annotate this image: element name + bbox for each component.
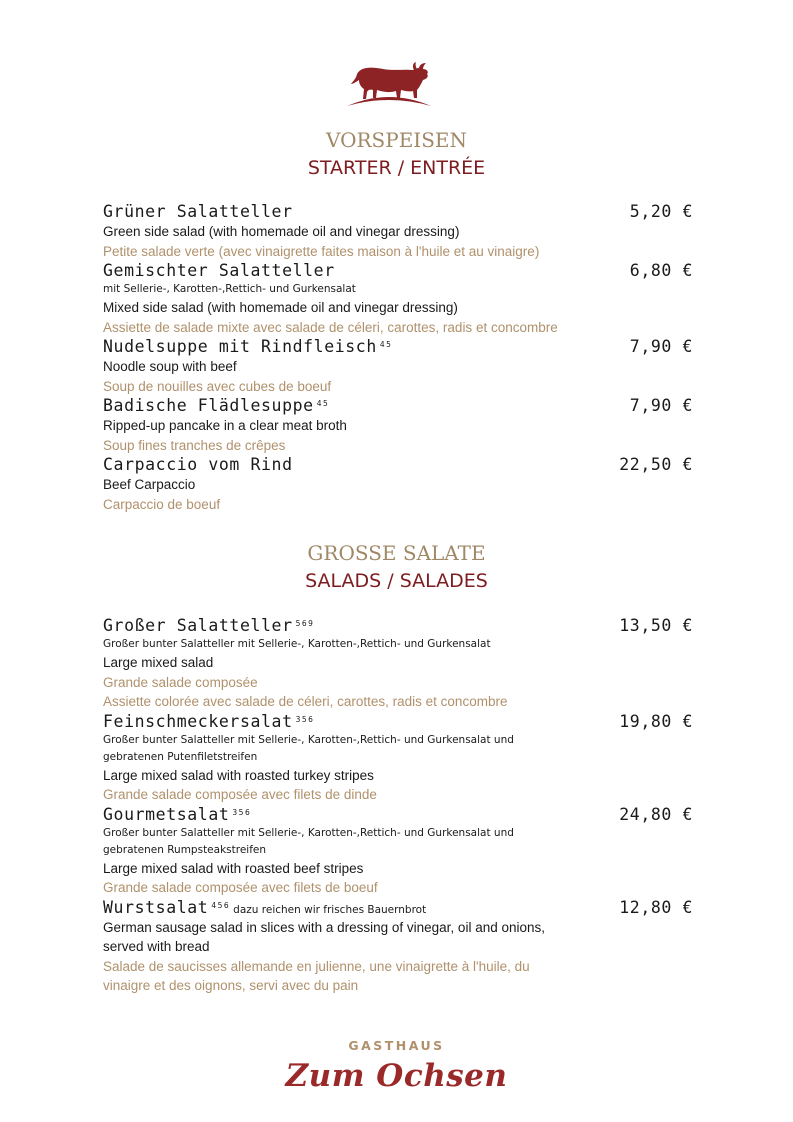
description-en: Green side salad (with homemade oil and vinegar dressing): [103, 224, 460, 239]
menu-item-header: [103, 261, 693, 281]
description-en: German sausage salad in slices with a dressing of vinegar, oil and onions,: [103, 919, 545, 935]
description-en: Beef Carpaccio: [103, 477, 196, 492]
dish-note: dazu reichen wir frisches Bauernbrot: [233, 903, 427, 916]
description-de: gebratenen Rumpsteakstreifen: [103, 843, 267, 856]
description-de: mit Sellerie-, Karotten-,Rettich- und Gurkensalat: [103, 283, 356, 295]
menu-item: [103, 616, 693, 712]
dish-price: 6,80 €: [629, 261, 693, 280]
menu-item: [103, 396, 693, 455]
description-en: Mixed side salad (with homemade oil and vinegar dressing): [103, 300, 458, 315]
description-en: served with bread: [103, 939, 210, 954]
description-en: Large mixed salad with roasted turkey stripes: [103, 767, 374, 783]
description-en: Large mixed salad with roasted beef stripes: [103, 860, 364, 876]
dish-name: Nudelsuppe mit Rindfleisch: [103, 337, 377, 356]
section-title-de: GROSSE SALATE: [307, 541, 486, 565]
dish-price: 24,80 €: [619, 804, 693, 824]
description-en: Large mixed salad: [103, 655, 214, 670]
description-fr: Assiette colorée avec salade de céleri, carottes, radis et concombre: [103, 694, 508, 709]
allergen-codes: 569: [295, 619, 315, 628]
dish-price: 12,80 €: [619, 897, 693, 917]
dish-name: Gourmetsalat: [103, 804, 230, 824]
bull-logo-icon: [343, 60, 435, 110]
menu-item-header: [103, 337, 693, 357]
section-title-fr: SALADS / SALADES: [305, 570, 488, 592]
description-fr: Assiette de salade mixte avec salade de céleri, carottes, radis et concombre: [103, 319, 558, 335]
dish-price: 13,50 €: [619, 616, 693, 635]
dish-price: 22,50 €: [619, 455, 693, 474]
menu-item-header: [103, 616, 693, 636]
description-fr: Petite salade verte (avec vinaigrette faites maison à l'huile et au vinaigre): [103, 243, 540, 259]
dish-price: 7,90 €: [629, 396, 693, 415]
description-en: Ripped-up pancake in a clear meat broth: [103, 418, 347, 433]
description-fr: vinaigre et des oignons, servi avec du pain: [103, 978, 359, 993]
description-fr: Soup fines tranches de crêpes: [103, 437, 286, 453]
description-fr: Grande salade composée avec filets de boeuf: [103, 880, 378, 895]
menu-item: [103, 337, 693, 396]
description-de: Großer bunter Salatteller mit Sellerie-, Karotten-,Rettich- und Gurkensalat und: [103, 826, 514, 839]
menu-item-header: [103, 712, 693, 732]
allergen-codes: 456: [211, 900, 231, 910]
menu-item: [103, 805, 693, 898]
dish-name: Grüner Salatteller: [103, 202, 293, 221]
allergen-codes: 356: [295, 714, 315, 724]
dish-price: 19,80 €: [619, 711, 693, 731]
description-fr: Salade de saucisses allemande en julienne, une vinaigrette à l'huile, du: [103, 958, 530, 974]
dish-name: Wurstsalat: [103, 897, 209, 917]
menu-item-header: [103, 202, 693, 222]
dish-price: 7,90 €: [629, 337, 693, 356]
dish-name: Carpaccio vom Rind: [103, 455, 293, 474]
menu-item: [103, 712, 693, 805]
description-fr: Grande salade composée: [103, 674, 258, 690]
allergen-codes: 45: [316, 399, 330, 408]
dish-name: Gemischter Salatteller: [103, 261, 335, 280]
menu-list: [103, 202, 693, 514]
description-fr: Carpaccio de boeuf: [103, 496, 221, 512]
menu-item-header: [103, 396, 693, 416]
description-de: Großer bunter Salatteller mit Sellerie-, Karotten-,Rettich- und Gurkensalat: [103, 638, 491, 650]
menu-item: [103, 898, 693, 996]
description-en: Noodle soup with beef: [103, 359, 237, 374]
description-de: Großer bunter Salatteller mit Sellerie-, Karotten-,Rettich- und Gurkensalat und: [103, 733, 514, 746]
dish-name: Großer Salatteller: [103, 616, 293, 635]
dish-price: 5,20 €: [629, 202, 693, 221]
menu-item-header: [103, 455, 693, 475]
menu-item: [103, 455, 693, 514]
menu-item: [103, 202, 693, 261]
description-fr: Grande salade composée avec filets de dinde: [103, 787, 377, 802]
menu-item: [103, 261, 693, 337]
menu-item-header: [103, 805, 693, 825]
brand-tagline: GASTHAUS: [348, 1038, 445, 1053]
description-fr: Soup de nouilles avec cubes de boeuf: [103, 378, 332, 394]
menu-list: [103, 616, 693, 996]
allergen-codes: 45: [379, 340, 393, 349]
dish-name: Badische Flädlesuppe: [103, 396, 314, 415]
section-title-fr: STARTER / ENTRÉE: [307, 157, 486, 179]
dish-name: Feinschmeckersalat: [103, 711, 293, 731]
menu-item-header: [103, 898, 693, 918]
section-title-de: VORSPEISEN: [325, 128, 467, 152]
brand-name: Zum Ochsen: [285, 1058, 508, 1094]
allergen-codes: 356: [232, 807, 252, 817]
description-de: gebratenen Putenfiletstreifen: [103, 750, 258, 763]
